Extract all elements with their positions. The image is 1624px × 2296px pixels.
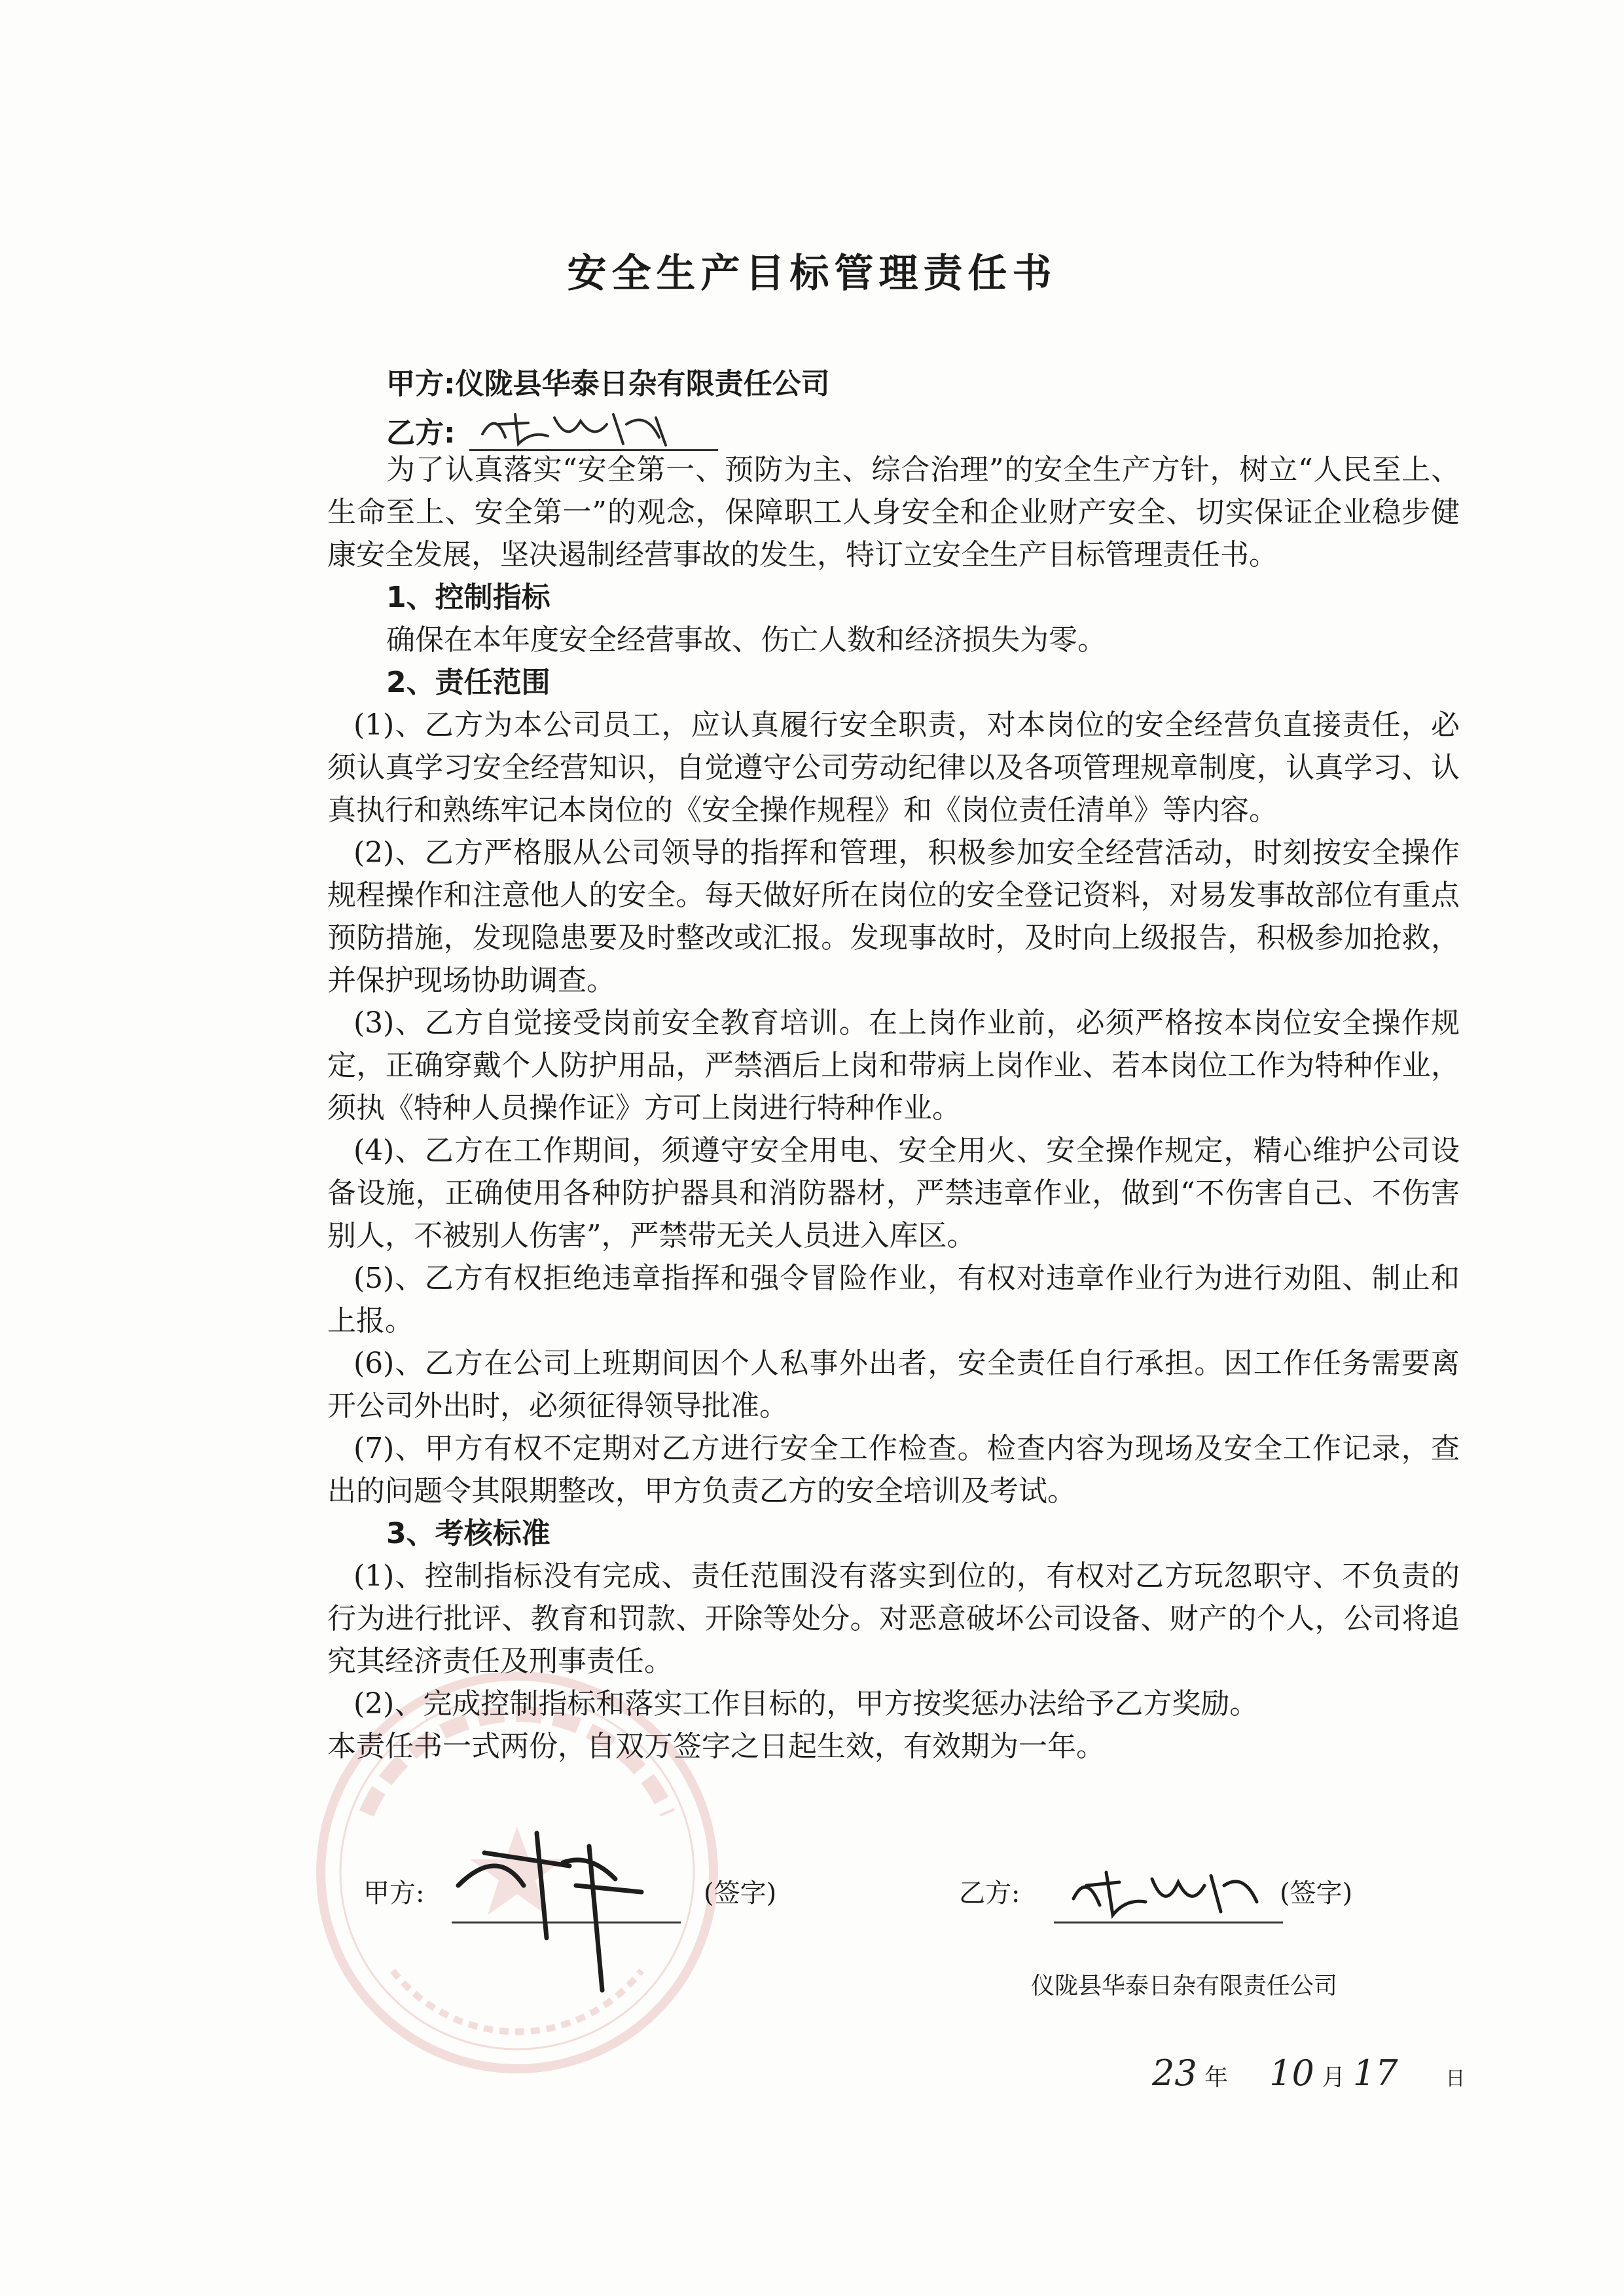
section-2-item-2: (2)、乙方严格服从公司领导的指挥和管理，积极参加安全经营活动，时刻按安全操作规程操作和注意他人的安全。每天做好所在岗位的安全登记资料，对易发事故部位有重点预防措施，发现隐患要及时整改或汇报。发现事故时，及时向上级报告，积极参加抢救，并保护现场协助调查。 [327,836,1460,997]
section-2-heading: 2、责任范围 [386,666,550,699]
signature-b-note: (签字) [1280,1878,1353,1908]
company-name-footer: 仪陇县华泰日杂有限责任公司 [1031,1973,1338,1999]
document-title: 安全生产目标管理责任书 [567,251,1057,297]
intro-paragraph: 为了认真落实“安全第一、预防为主、综合治理”的安全生产方针，树立“人民至上、生命至上、安全第一”的观念，保障职工人身安全和企业财产安全、切实保证企业稳步健康安全发展，坚决遏制经营事故的发生，特订立安全生产目标管理责任书。 [327,453,1460,572]
section-2-item-1: (1)、乙方为本公司员工，应认真履行安全职责，对本岗位的安全经营负直接责任，必须认真学习安全经营知识，自觉遵守公司劳动纪律以及各项管理规章制度，认真学习、认真执行和熟练牢记本岗位的《安全操作规程》和《岗位责任清单》等内容。 [327,708,1460,827]
date-year: 23 [1152,2052,1197,2094]
date-year-unit: 年 [1204,2064,1229,2091]
date-month: 10 [1269,2052,1314,2094]
party-a-label: 甲方: [386,367,456,401]
section-3-item-1: (1)、控制指标没有完成、责任范围没有落实到位的，有权对乙方玩忽职守、不负责的行为进行批评、教育和罚款、开除等处分。对恶意破坏公司设备、财产的个人，公司将追究其经济责任及刑事责任。 [327,1559,1460,1678]
section-2-item-7: (7)、甲方有权不定期对乙方进行安全工作检查。检查内容为现场及安全工作记录，查出的问题令其限期整改，甲方负责乙方的安全培训及考试。 [327,1432,1460,1508]
section-3-heading: 3、考核标准 [386,1517,550,1550]
section-1-heading: 1、控制指标 [386,581,550,614]
party-b-label: 乙方: [386,416,456,450]
date-day: 17 [1352,2052,1398,2094]
signature-a-label: 甲方: [363,1878,425,1908]
section-2-item-4: (4)、乙方在工作期间，须遵守安全用电、安全用火、安全操作规定，精心维护公司设备设施，正确使用各种防护器具和消防器材，严禁违章作业，做到“不伤害自己、不伤害别人，不被别人伤害”，严禁带无关人员进入库区。 [327,1134,1460,1252]
section-2-item-5: (5)、乙方有权拒绝违章指挥和强令冒险作业，有权对违章作业行为进行劝阻、制止和上报。 [327,1262,1460,1338]
party-a-name: 仪陇县华泰日杂有限责任公司 [455,367,830,401]
closing-statement: 本责任书一式两份，自双万签字之日起生效，有效期为一年。 [327,1730,1105,1763]
date-month-unit: 月 [1322,2064,1346,2091]
section-2-item-3: (3)、乙方自觉接受岗前安全教育培训。在上岗作业前，必须严格按本岗位安全操作规定，正确穿戴个人防护用品，严禁酒后上岗和带病上岗作业、若本岗位工作为特种作业，须执《特种人员操作证》方可上岗进行特种作业。 [327,1006,1460,1125]
date-day-unit: 日 [1445,2068,1466,2090]
section-1-text: 确保在本年度安全经营事故、伤亡人数和经济损失为零。 [386,623,1106,657]
section-2-item-6: (6)、乙方在公司上班期间因个人私事外出者，安全责任自行承担。因工作任务需要离开公司外出时，必须征得领导批准。 [327,1347,1460,1423]
section-3-item-2: (2)、完成控制指标和落实工作目标的，甲方按奖惩办法给予乙方奖励。 [353,1687,1259,1721]
signing-date [1152,2052,1465,2094]
signature-a-note: (签字) [704,1878,777,1908]
signature-b-label: 乙方: [959,1878,1020,1908]
